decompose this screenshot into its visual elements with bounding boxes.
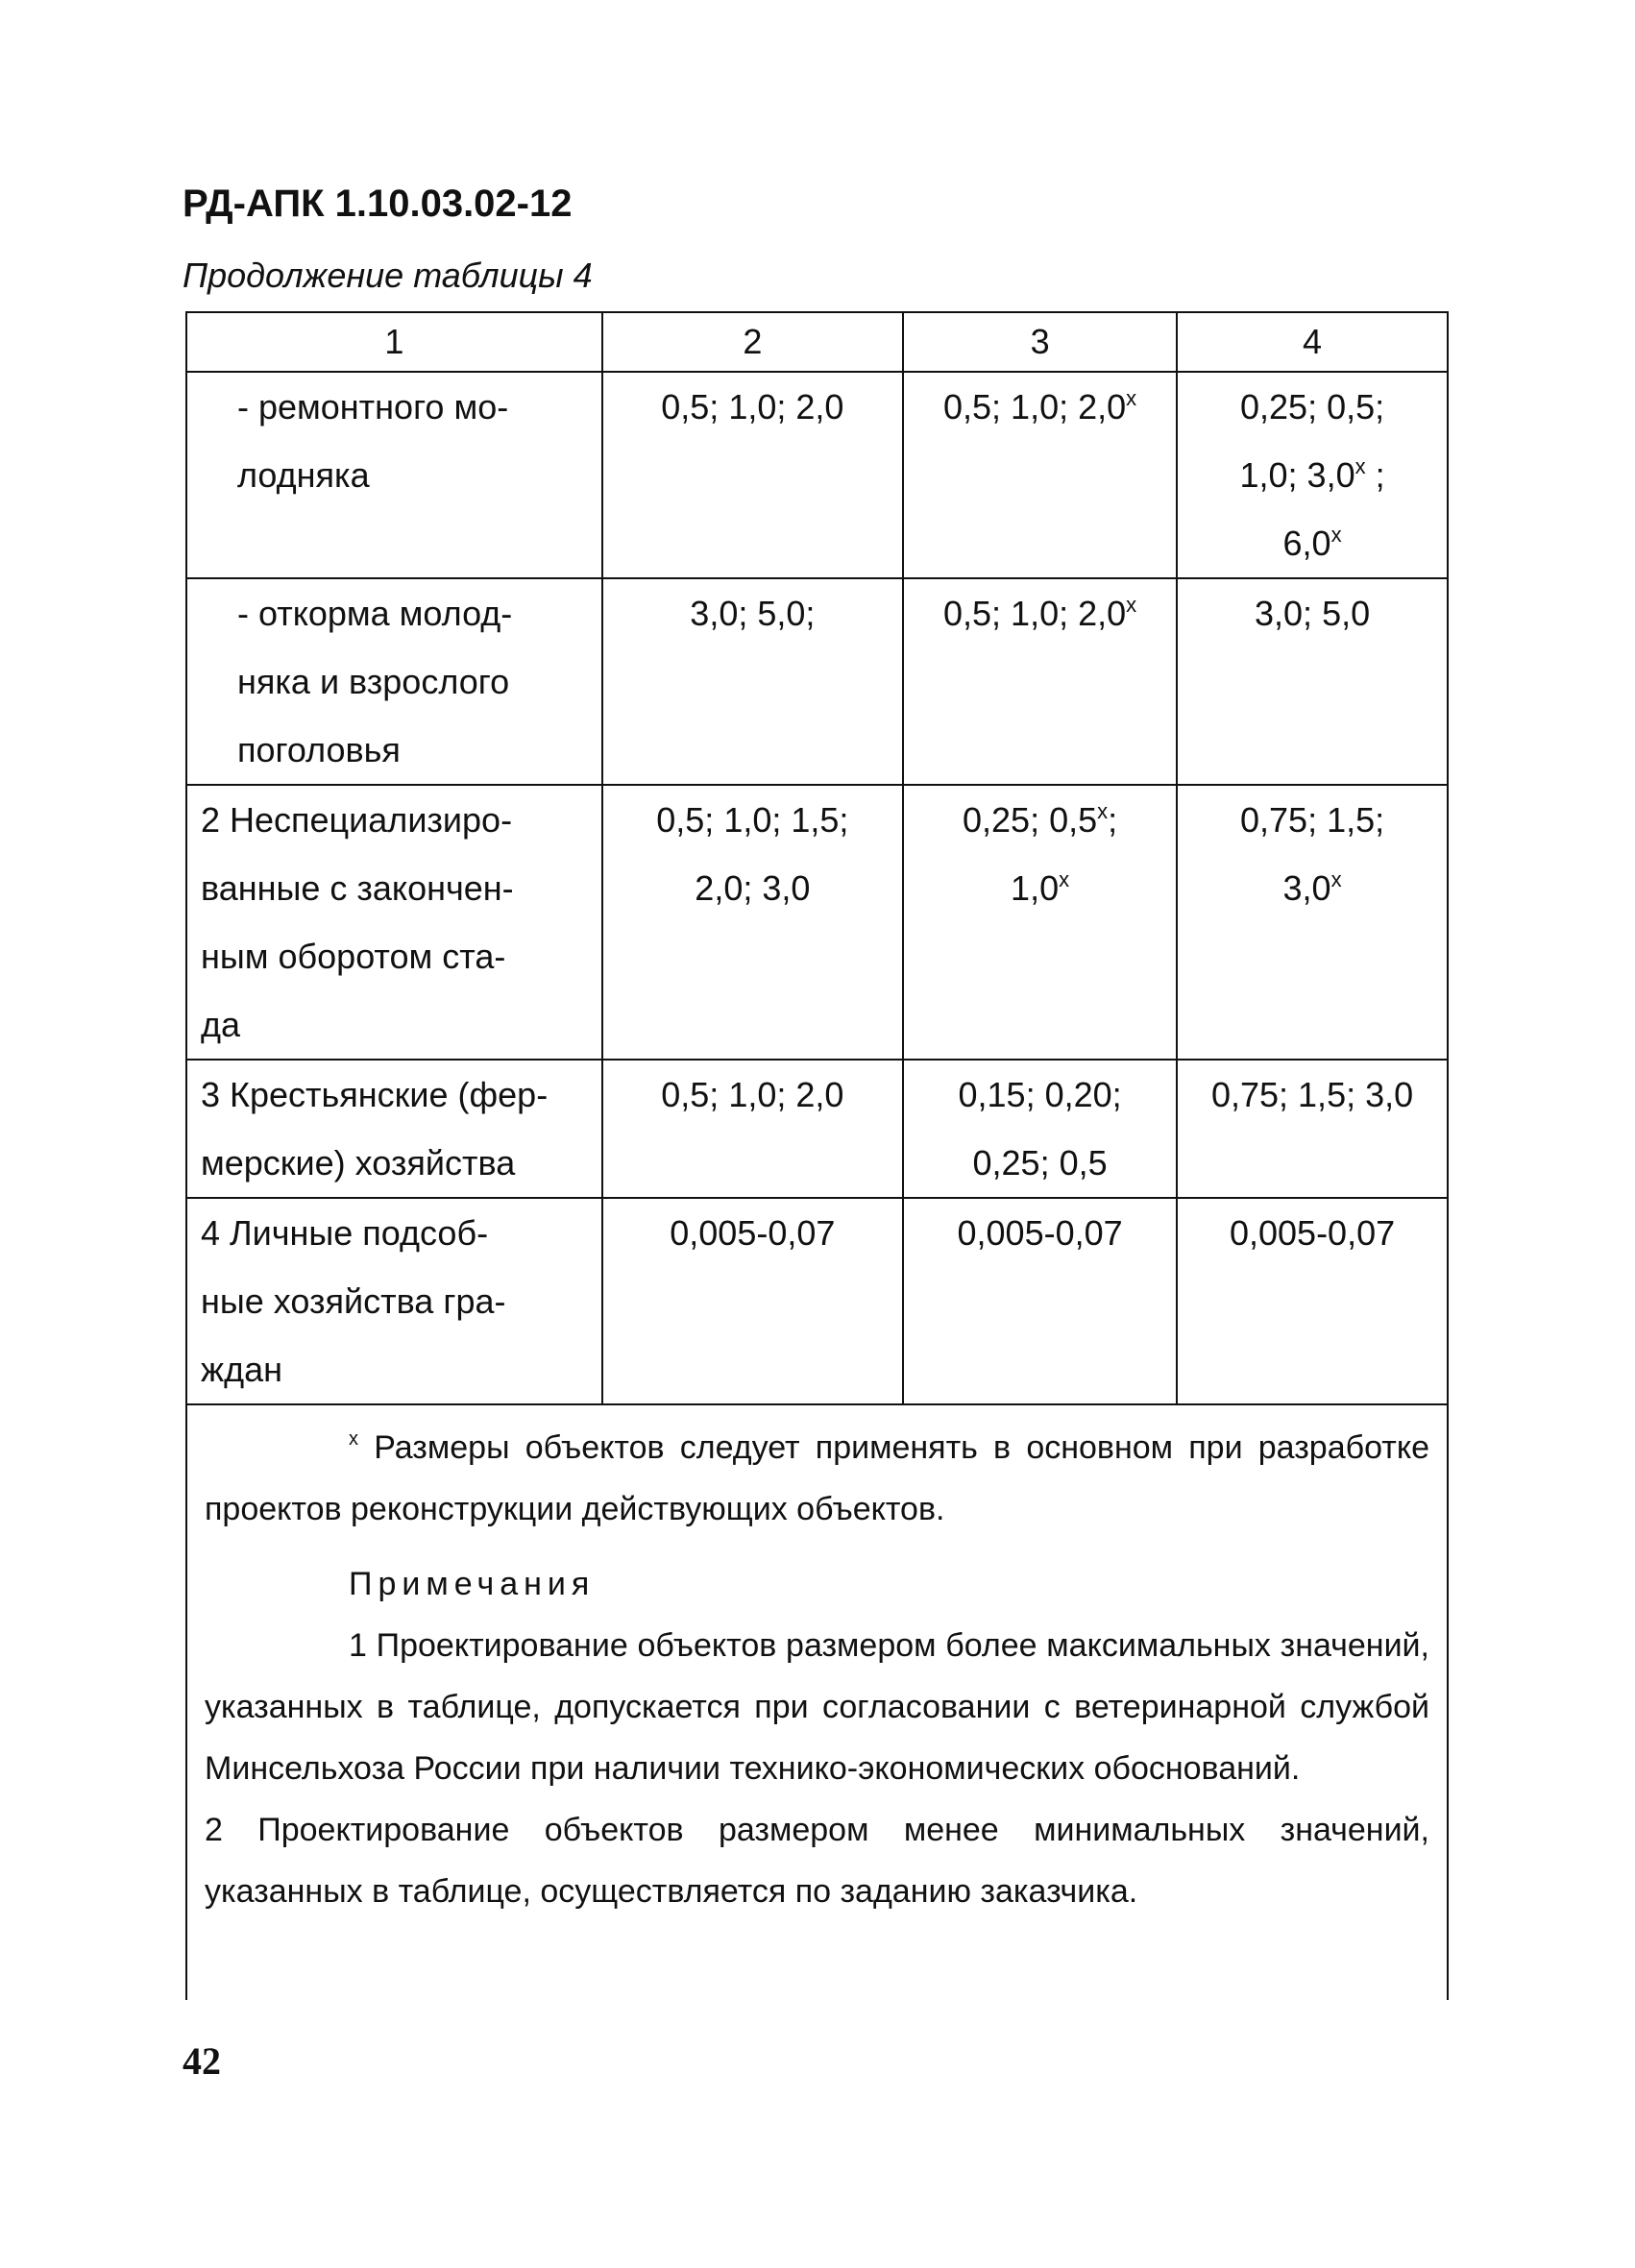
value-cell	[903, 1198, 1177, 1404]
table-header-row	[186, 312, 1448, 372]
row-label-cell	[186, 578, 602, 785]
header-cell-2: 2	[602, 312, 903, 372]
table-caption: Продолжение таблицы 4	[183, 256, 593, 295]
value-cell	[602, 785, 903, 1060]
value-cell	[602, 1060, 903, 1198]
footnote-text: Размеры объектов следует применять в основном при разработке проектов реконструкции действующих объектов.	[205, 1429, 1429, 1527]
value-cell	[903, 1060, 1177, 1198]
table-row	[186, 372, 1448, 578]
header-cell-1: 1	[186, 312, 602, 372]
cell-line: 1,0$^x$	[1011, 867, 1070, 908]
table-row	[186, 578, 1448, 785]
cell-line: ные хозяйства гра-	[201, 1281, 506, 1321]
value-cell	[1177, 1060, 1448, 1198]
footnote	[205, 1417, 1429, 1540]
table-row	[186, 1060, 1448, 1198]
value-cell	[903, 578, 1177, 785]
cell-line: 0,5; 1,0; 2,0	[661, 387, 844, 427]
footnote-mark: х	[349, 1428, 358, 1450]
cell-line: няка и взрослого	[237, 662, 510, 701]
cell-line: 0,005-0,07	[1229, 1213, 1396, 1253]
cell-line: 2 Неспециализиро-	[201, 800, 513, 840]
table-frame	[185, 311, 1449, 2000]
cell-line: 2,0; 3,0	[695, 868, 811, 908]
cell-line: 3,0; 5,0;	[690, 594, 816, 633]
value-cell	[1177, 372, 1448, 578]
cell-line: поголовья	[237, 730, 401, 769]
cell-line: 0,25; 0,5$^x$;	[963, 799, 1118, 840]
notes-section	[185, 1398, 1449, 2000]
cell-line: 0,005-0,07	[670, 1213, 836, 1253]
table-row	[186, 785, 1448, 1060]
cell-line: ванные с закончен-	[201, 868, 514, 908]
value-cell	[1177, 1198, 1448, 1404]
cell-line: мерские) хозяйства	[201, 1143, 516, 1183]
cell-line: 1,0; 3,0$^x$ ;	[1239, 454, 1385, 495]
data-table	[185, 311, 1449, 1405]
value-cell	[903, 372, 1177, 578]
row-label-cell	[186, 1060, 602, 1198]
page-number: 42	[183, 2039, 221, 2083]
value-cell	[602, 1198, 903, 1404]
note-item-1: 1 Проектирование объектов размером более максимальных значений, указанных в таблице, допускается при согласовании с ветеринарной службой Минсельхоза России при наличии технико-экономических обоснований.	[205, 1627, 1429, 1787]
cell-line: 3,0$^x$	[1282, 867, 1342, 908]
cell-line: 0,005-0,07	[957, 1213, 1123, 1253]
cell-line: 0,5; 1,0; 1,5;	[656, 800, 849, 840]
table-row	[186, 1198, 1448, 1404]
note-item-2: 2 Проектирование объектов размером менее минимальных значений, указанных в таблице, осуществляется по заданию заказчика.	[205, 1812, 1429, 1910]
cell-line: ждан	[201, 1350, 282, 1389]
notes-heading: Примечания	[349, 1566, 596, 1602]
cell-line: 0,5; 1,0; 2,0$^x$	[943, 593, 1137, 633]
cell-line: да	[201, 1005, 241, 1044]
value-cell	[602, 578, 903, 785]
header-cell-3: 3	[903, 312, 1177, 372]
value-cell	[1177, 578, 1448, 785]
cell-line: - откорма молод-	[237, 594, 513, 633]
row-label-cell	[186, 785, 602, 1060]
document-code: РД-АПК 1.10.03.02-12	[183, 183, 573, 225]
cell-line: 4 Личные подсоб-	[201, 1213, 489, 1253]
row-label-cell	[186, 1198, 602, 1404]
cell-line: 0,25; 0,5	[972, 1143, 1108, 1183]
cell-line: 3,0; 5,0	[1255, 594, 1371, 633]
cell-line: 6,0$^x$	[1282, 523, 1342, 563]
value-cell	[1177, 785, 1448, 1060]
cell-line: - ремонтного мо-	[237, 387, 509, 427]
cell-line: ным оборотом ста-	[201, 937, 506, 976]
cell-line: лодняка	[237, 455, 370, 495]
cell-line: 0,25; 0,5;	[1240, 387, 1385, 427]
cell-line: 0,5; 1,0; 2,0	[661, 1075, 844, 1114]
cell-line: 0,15; 0,20;	[958, 1075, 1122, 1114]
row-label-cell	[186, 372, 602, 578]
value-cell	[903, 785, 1177, 1060]
cell-line: 0,5; 1,0; 2,0$^x$	[943, 386, 1137, 427]
cell-line: 0,75; 1,5; 3,0	[1210, 1075, 1414, 1114]
cell-line: 0,75; 1,5;	[1240, 800, 1385, 840]
cell-line: 3 Крестьянские (фер-	[201, 1075, 549, 1114]
value-cell	[602, 372, 903, 578]
header-cell-4: 4	[1177, 312, 1448, 372]
